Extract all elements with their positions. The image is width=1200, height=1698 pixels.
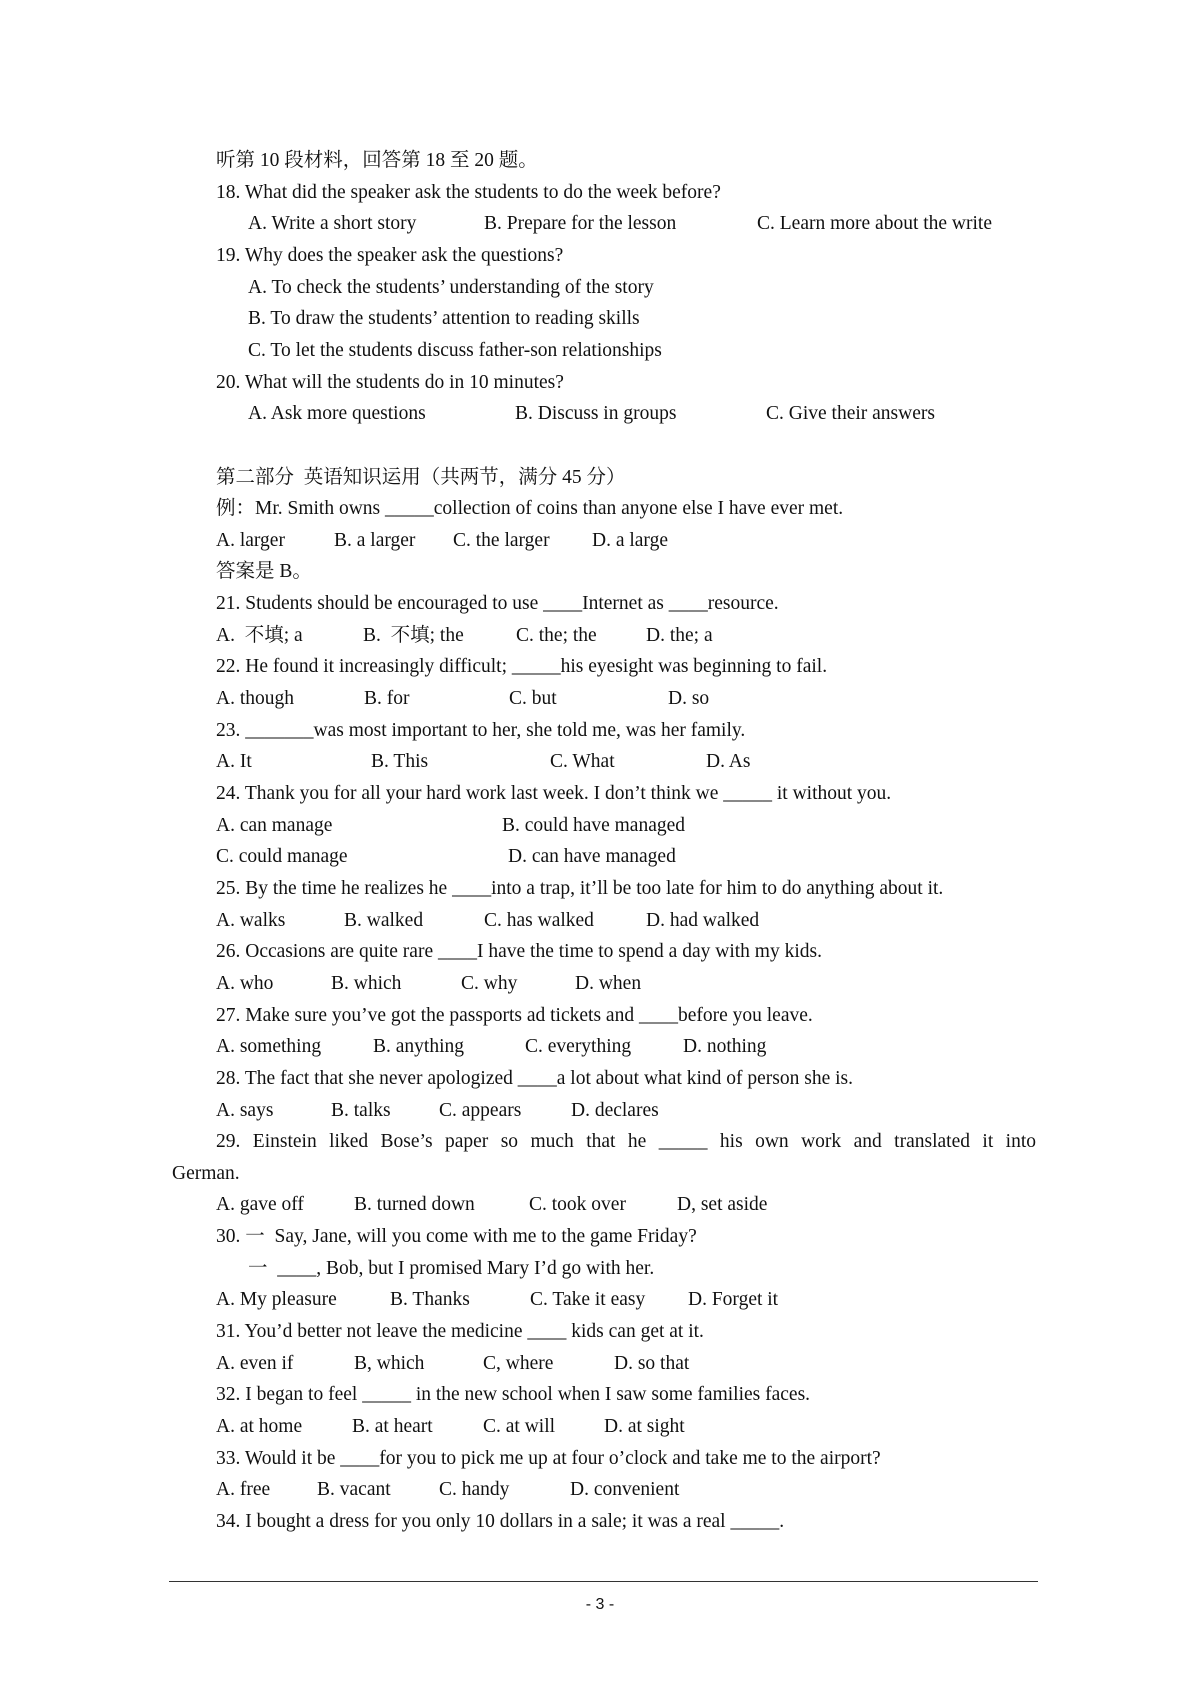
answer-options xyxy=(0,845,1200,869)
answer-option: D. when xyxy=(575,972,642,994)
answer-option: D. nothing xyxy=(683,1036,767,1058)
answer-options xyxy=(0,909,1200,933)
answer-option: B. at heart xyxy=(352,1416,433,1437)
answer-options xyxy=(0,972,1200,996)
answer-option: B. talks xyxy=(331,1099,391,1121)
question-text: 29. Einstein liked Bose’s paper so much that he _____ his own work and translated it into xyxy=(216,1131,1036,1153)
answer-option: D. had walked xyxy=(646,909,760,931)
answer-option: C. Learn more about the write xyxy=(757,213,992,235)
answer-option: C. took over xyxy=(529,1194,626,1216)
question-text: 20. What will the students do in 10 minutes? xyxy=(216,371,564,393)
text-line: A. To check the students’ understanding of the story xyxy=(248,276,654,298)
answer-option: C. handy xyxy=(439,1479,510,1501)
answer-option: D. convenient xyxy=(570,1479,680,1501)
answer-option: C. why xyxy=(461,972,518,994)
answer-option: A. My pleasure xyxy=(216,1289,337,1311)
answer-options xyxy=(0,212,1200,236)
answer-option: C. appears xyxy=(439,1099,522,1121)
answer-option: A. free xyxy=(216,1479,271,1501)
question-text: 26. Occasions are quite rare ____I have the time to spend a day with my kids. xyxy=(216,941,822,963)
answer-option: B. Prepare for the lesson xyxy=(484,213,677,235)
answer-option: D. the; a xyxy=(646,624,713,646)
answer-option: A. says xyxy=(216,1099,274,1121)
answer-options xyxy=(0,624,1200,648)
answer-option: B. This xyxy=(371,751,429,773)
answer-option: A. at home xyxy=(216,1416,303,1437)
text-line: German. xyxy=(172,1162,240,1184)
answer-options xyxy=(0,1415,1200,1439)
question-text: 28. The fact that she never apologized ____a lot about what kind of person she is. xyxy=(216,1067,854,1089)
question-text: 18. What did the speaker ask the students to do the week before? xyxy=(216,181,721,203)
answer-option: D. a large xyxy=(592,529,668,551)
answer-options xyxy=(0,402,1200,426)
answer-options xyxy=(0,1288,1200,1312)
answer-option: B. for xyxy=(364,688,410,710)
question-text: 32. I began to feel _____ in the new school when I saw some families faces. xyxy=(216,1384,811,1406)
answer-option: A. It xyxy=(216,751,252,773)
answer-option: C. Take it easy xyxy=(530,1289,646,1311)
answer-option: D. As xyxy=(706,751,751,773)
answer-option: A. Ask more questions xyxy=(248,403,426,425)
answer-option: A. Write a short story xyxy=(248,213,417,235)
answer-option: B. a larger xyxy=(334,529,416,551)
page-number: - 3 - xyxy=(585,1596,615,1613)
answer-option: D. at sight xyxy=(604,1416,685,1437)
answer-option: D. so xyxy=(668,688,710,710)
answer-options xyxy=(0,1035,1200,1059)
question-text: 30. 一 Say, Jane, will you come with me to the game Friday? xyxy=(216,1226,697,1248)
answer-option: D. can have managed xyxy=(508,846,676,868)
question-text: 33. Would it be ____for you to pick me up at four o’clock and take me to the airport? xyxy=(216,1447,881,1469)
text-line: 例：Mr. Smith owns _____collection of coins than anyone else I have ever met. xyxy=(216,498,844,520)
answer-option: C. could manage xyxy=(216,846,348,868)
answer-option: A. who xyxy=(216,972,274,994)
answer-option: B. which xyxy=(331,972,402,994)
answer-option: D, set aside xyxy=(677,1194,768,1216)
answer-option: B. Thanks xyxy=(390,1289,470,1311)
text-line: 答案是 B。 xyxy=(216,561,312,583)
text-line: C. To let the students discuss father-son relationships xyxy=(248,339,662,361)
answer-options xyxy=(0,1352,1200,1376)
answer-options xyxy=(0,750,1200,774)
question-text: 22. He found it increasingly difficult; _____his eyesight was beginning to fail. xyxy=(216,656,828,678)
answer-option: B. turned down xyxy=(354,1194,475,1216)
answer-option: C. everything xyxy=(525,1036,632,1058)
answer-option: A. larger xyxy=(216,529,285,551)
answer-option: C. at will xyxy=(483,1416,556,1437)
answer-options xyxy=(0,529,1200,553)
question-text: 19. Why does the speaker ask the questions? xyxy=(216,244,564,266)
answer-option: C. but xyxy=(509,688,557,710)
answer-options xyxy=(0,1099,1200,1123)
answer-option: C. the; the xyxy=(516,624,597,646)
answer-option: D. so that xyxy=(614,1352,690,1374)
answer-options xyxy=(0,1193,1200,1217)
answer-options xyxy=(0,1478,1200,1502)
answer-option: B. Discuss in groups xyxy=(515,403,677,425)
text-line: 一 ____, Bob, but I promised Mary I’d go with her. xyxy=(248,1257,655,1279)
question-text: 31. You’d better not leave the medicine ____ kids can get at it. xyxy=(216,1321,704,1343)
answer-option: C. What xyxy=(550,751,615,773)
answer-option: A. though xyxy=(216,688,294,710)
answer-option: C. Give their answers xyxy=(766,403,935,425)
footer-divider xyxy=(169,1581,1038,1582)
text-line: 听第 10 段材料，回答第 18 至 20 题。 xyxy=(216,150,538,171)
answer-option: D. declares xyxy=(571,1099,659,1121)
answer-option: C, where xyxy=(483,1352,554,1374)
answer-option: A. something xyxy=(216,1036,322,1058)
answer-option: D. Forget it xyxy=(688,1289,779,1311)
answer-option: B. vacant xyxy=(317,1479,391,1501)
answer-option: B. 不填; the xyxy=(363,624,464,646)
question-text: 21. Students should be encouraged to use ____Internet as ____resource. xyxy=(216,593,779,615)
answer-option: B. walked xyxy=(344,909,424,931)
answer-option: A. 不填; a xyxy=(216,624,303,646)
text-line: 第二部分 英语知识运用（共两节，满分 45 分） xyxy=(216,466,626,488)
answer-option: A. even if xyxy=(216,1352,294,1374)
answer-option: B. could have managed xyxy=(502,814,686,836)
answer-option: A. gave off xyxy=(216,1194,304,1216)
question-text: 25. By the time he realizes he ____into a trap, it’ll be too late for him to do anything about it. xyxy=(216,877,944,899)
answer-option: A. walks xyxy=(216,909,286,931)
question-text: 24. Thank you for all your hard work last week. I don’t think we _____ it without you. xyxy=(216,783,892,804)
answer-option: A. can manage xyxy=(216,814,333,836)
question-text: 27. Make sure you’ve got the passports ad tickets and ____before you leave. xyxy=(216,1004,813,1026)
answer-options xyxy=(0,814,1200,838)
question-text: 23. _______was most important to her, she told me, was her family. xyxy=(216,719,746,741)
answer-option: B, which xyxy=(354,1352,425,1374)
answer-options xyxy=(0,687,1200,711)
text-line: B. To draw the students’ attention to reading skills xyxy=(248,308,640,330)
question-text: 34. I bought a dress for you only 10 dollars in a sale; it was a real _____. xyxy=(216,1510,785,1532)
answer-option: B. anything xyxy=(373,1036,464,1058)
answer-option: C. the larger xyxy=(453,529,550,551)
answer-option: C. has walked xyxy=(484,909,594,931)
